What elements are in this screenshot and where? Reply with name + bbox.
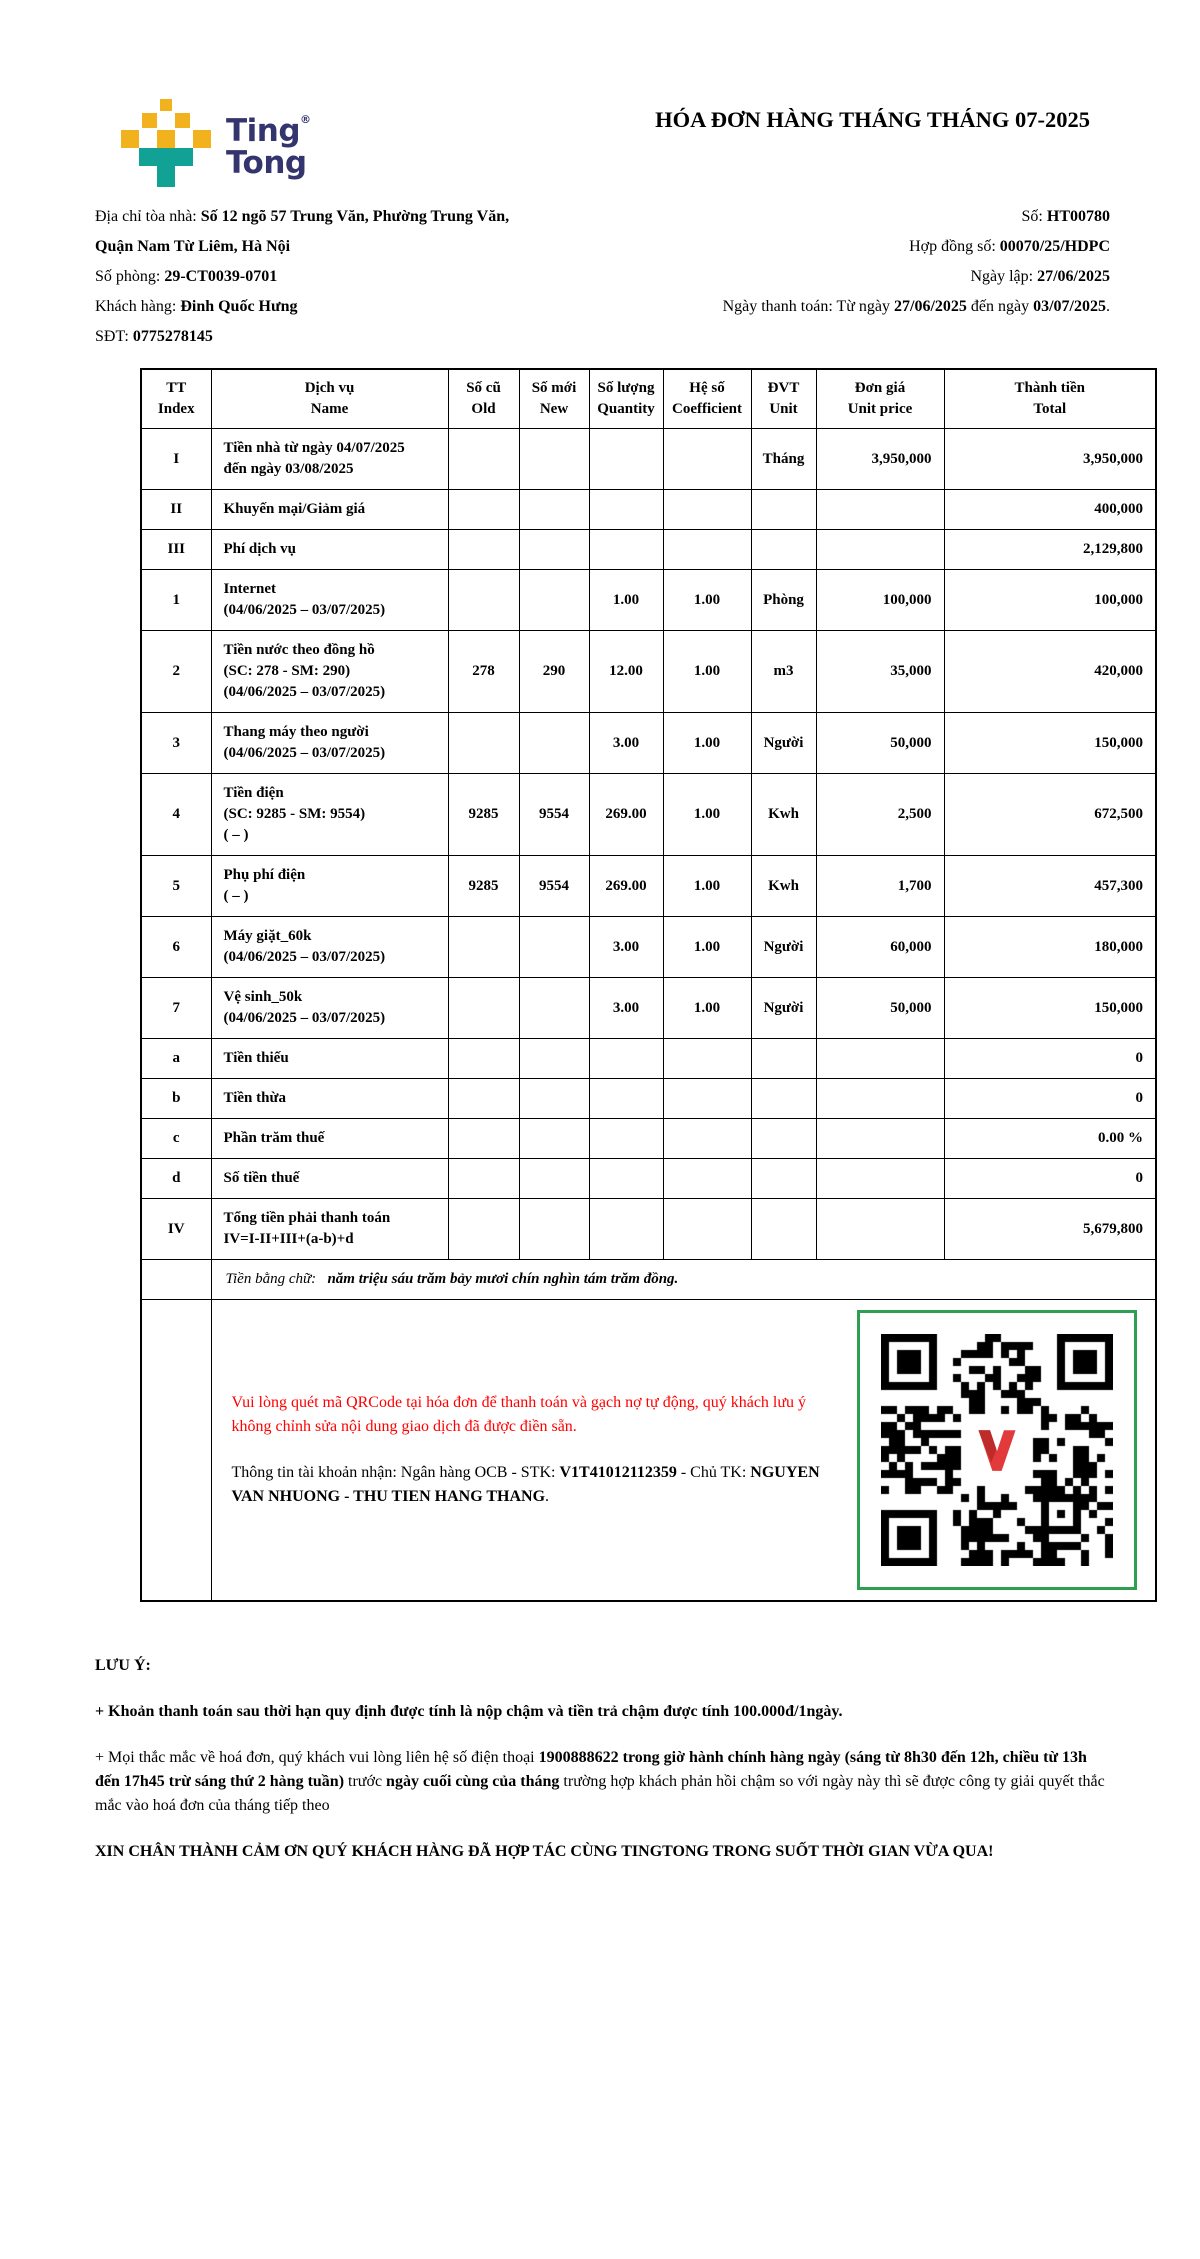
cell-quantity xyxy=(589,1119,663,1159)
cell-index: 1 xyxy=(141,570,211,631)
cell-coefficient: 1.00 xyxy=(663,631,751,713)
plain-text: . xyxy=(1106,298,1110,315)
note-contact xyxy=(95,1746,1110,1818)
column-header-7: Đơn giá Unit price xyxy=(816,369,944,429)
invoice-info-right xyxy=(623,202,1110,352)
cell-total: 0 xyxy=(944,1079,1156,1119)
plain-text: Số: xyxy=(1021,208,1047,225)
cell-quantity: 12.00 xyxy=(589,631,663,713)
cell-old xyxy=(448,713,519,774)
cell-old xyxy=(448,429,519,490)
cell-unit: Người xyxy=(751,978,816,1039)
cell-old xyxy=(448,1199,519,1260)
invoice-table-body xyxy=(141,429,1156,1260)
cell-old: 278 xyxy=(448,631,519,713)
cell-unit xyxy=(751,1159,816,1199)
cell-new xyxy=(519,490,589,530)
qr-code-frame xyxy=(857,1310,1137,1590)
cell-new: 9554 xyxy=(519,856,589,917)
cell-index: d xyxy=(141,1159,211,1199)
cell-service-name: Khuyến mại/Giảm giá xyxy=(211,490,448,530)
cell-index: IV xyxy=(141,1199,211,1260)
cell-unit: m3 xyxy=(751,631,816,713)
tingtong-logo xyxy=(120,98,311,188)
cell-quantity xyxy=(589,530,663,570)
qr-scan-note: Vui lòng quét mã QRCode tại hóa đơn để thanh toán và gạch nợ tự động, quý khách lưu ý không chỉnh sửa nội dung giao dịch đã được điền sẵn. xyxy=(231,1394,807,1435)
page-title: HÓA ĐƠN HÀNG THÁNG THÁNG 07-2025 xyxy=(655,107,1090,132)
cell-coefficient: 1.00 xyxy=(663,570,751,631)
cell-unit-price: 60,000 xyxy=(816,917,944,978)
cell-new xyxy=(519,429,589,490)
cell-new xyxy=(519,978,589,1039)
cell-old xyxy=(448,1159,519,1199)
bold-text: 03/07/2025 xyxy=(1033,298,1106,315)
cell-unit-price xyxy=(816,530,944,570)
column-header-8: Thành tiền Total xyxy=(944,369,1156,429)
cell-quantity xyxy=(589,1039,663,1079)
cell-new xyxy=(519,713,589,774)
cell-unit-price: 100,000 xyxy=(816,570,944,631)
plain-text: - Chủ TK: xyxy=(676,1464,751,1481)
bold-text: 27/06/2025 xyxy=(1037,268,1110,285)
cell-new xyxy=(519,917,589,978)
cell-new: 9554 xyxy=(519,774,589,856)
info-right-line-2 xyxy=(623,262,1110,292)
table-row-6 xyxy=(141,917,1156,978)
table-row-II xyxy=(141,490,1156,530)
header xyxy=(120,98,1090,188)
cell-quantity: 269.00 xyxy=(589,856,663,917)
table-row-5 xyxy=(141,856,1156,917)
plain-text: SĐT: xyxy=(95,328,133,345)
cell-service-name: Vệ sinh_50k (04/06/2025 – 03/07/2025) xyxy=(211,978,448,1039)
invoice-info xyxy=(95,202,1110,352)
table-row-4 xyxy=(141,774,1156,856)
notes-heading: LƯU Ý: xyxy=(95,1657,151,1674)
cell-unit: Người xyxy=(751,713,816,774)
plain-text: trước xyxy=(344,1773,387,1790)
tingtong-logo-text xyxy=(226,114,311,179)
cell-coefficient: 1.00 xyxy=(663,856,751,917)
cell-service-name: Tiền điện (SC: 9285 - SM: 9554) ( – ) xyxy=(211,774,448,856)
payment-instructions xyxy=(224,1391,824,1509)
cell-coefficient xyxy=(663,1079,751,1119)
cell-unit: Kwh xyxy=(751,774,816,856)
cell-service-name: Máy giặt_60k (04/06/2025 – 03/07/2025) xyxy=(211,917,448,978)
bold-text: Số 12 ngõ 57 Trung Văn, Phường Trung Văn, xyxy=(200,208,510,225)
cell-coefficient xyxy=(663,530,751,570)
amount-in-words-label: Tiền bằng chữ: xyxy=(225,1271,317,1287)
plain-text: Ngày lập: xyxy=(970,268,1038,285)
cell-quantity: 269.00 xyxy=(589,774,663,856)
cell-unit-price: 50,000 xyxy=(816,978,944,1039)
cell-service-name: Phụ phí điện ( – ) xyxy=(211,856,448,917)
cell-unit xyxy=(751,1199,816,1260)
plain-text: đến ngày xyxy=(966,298,1034,315)
plain-text: Địa chỉ tòa nhà: xyxy=(95,208,201,225)
logo-word-tong: Tong xyxy=(226,144,307,181)
bold-text: NGUYEN VAN NHUONG - THU TIEN HANG THANG xyxy=(231,1464,820,1505)
cell-index: III xyxy=(141,530,211,570)
cell-index: 3 xyxy=(141,713,211,774)
column-header-5: Hệ số Coefficient xyxy=(663,369,751,429)
cell-old: 9285 xyxy=(448,774,519,856)
table-row-2 xyxy=(141,631,1156,713)
cell-quantity xyxy=(589,429,663,490)
invoice-table xyxy=(140,368,1157,1602)
cell-new xyxy=(519,1079,589,1119)
cell-index: 2 xyxy=(141,631,211,713)
cell-service-name: Tổng tiền phải thanh toán IV=I-II+III+(a-b)+d xyxy=(211,1199,448,1260)
cell-index: b xyxy=(141,1079,211,1119)
table-row-III xyxy=(141,530,1156,570)
cell-new: 290 xyxy=(519,631,589,713)
cell-service-name: Thang máy theo người (04/06/2025 – 03/07/2025) xyxy=(211,713,448,774)
cell-service-name: Tiền nhà từ ngày 04/07/2025 đến ngày 03/08/2025 xyxy=(211,429,448,490)
cell-quantity: 1.00 xyxy=(589,570,663,631)
info-right-line-0 xyxy=(623,202,1110,232)
cell-unit-price: 35,000 xyxy=(816,631,944,713)
plain-text: Ngày thanh toán: Từ ngày xyxy=(722,298,895,315)
cell-quantity: 3.00 xyxy=(589,978,663,1039)
logo-word-ting: Ting xyxy=(226,113,301,149)
plain-text: Thông tin tài khoản nhận: Ngân hàng OCB - STK: xyxy=(231,1464,560,1481)
cell-coefficient xyxy=(663,490,751,530)
cell-total: 400,000 xyxy=(944,490,1156,530)
info-right-line-1 xyxy=(623,232,1110,262)
cell-old xyxy=(448,978,519,1039)
column-header-4: Số lượng Quantity xyxy=(589,369,663,429)
info-left-line-1 xyxy=(95,232,623,262)
cell-total: 2,129,800 xyxy=(944,530,1156,570)
cell-coefficient xyxy=(663,1039,751,1079)
table-row-1 xyxy=(141,570,1156,631)
cell-index: 6 xyxy=(141,917,211,978)
plain-text: Số phòng: xyxy=(95,268,165,285)
info-left-line-4 xyxy=(95,322,623,352)
cell-quantity xyxy=(589,1159,663,1199)
cell-coefficient xyxy=(663,1119,751,1159)
column-header-0: TT Index xyxy=(141,369,211,429)
cell-coefficient xyxy=(663,1199,751,1260)
cell-unit-price xyxy=(816,1079,944,1119)
cell-old: 9285 xyxy=(448,856,519,917)
cell-unit xyxy=(751,490,816,530)
note-late-fee: + Khoản thanh toán sau thời hạn quy định được tính là nộp chậm và tiền trả chậm được tính 100.000đ/1ngày. xyxy=(95,1703,843,1720)
cell-index: c xyxy=(141,1119,211,1159)
cell-total: 420,000 xyxy=(944,631,1156,713)
table-row-d xyxy=(141,1159,1156,1199)
cell-unit-price: 3,950,000 xyxy=(816,429,944,490)
cell-new xyxy=(519,1199,589,1260)
column-header-6: ĐVT Unit xyxy=(751,369,816,429)
cell-quantity xyxy=(589,1199,663,1260)
cell-unit-price: 1,700 xyxy=(816,856,944,917)
qr-row xyxy=(141,1300,1156,1602)
plain-text: Khách hàng: xyxy=(95,298,181,315)
cell-service-name: Tiền thiếu xyxy=(211,1039,448,1079)
cell-index: 5 xyxy=(141,856,211,917)
cell-unit: Phòng xyxy=(751,570,816,631)
cell-new xyxy=(519,1119,589,1159)
amount-in-words-value: năm triệu sáu trăm bảy mươi chín nghìn tám trăm đồng. xyxy=(327,1271,679,1287)
cell-total: 180,000 xyxy=(944,917,1156,978)
cell-unit xyxy=(751,1039,816,1079)
cell-coefficient: 1.00 xyxy=(663,978,751,1039)
cell-unit xyxy=(751,1079,816,1119)
cell-unit: Tháng xyxy=(751,429,816,490)
plain-text: + Mọi thắc mắc về hoá đơn, quý khách vui lòng liên hệ số điện thoại xyxy=(95,1749,539,1766)
cell-service-name: Tiền nước theo đồng hồ (SC: 278 - SM: 290) (04/06/2025 – 03/07/2025) xyxy=(211,631,448,713)
bold-text: 0775278145 xyxy=(132,328,213,345)
cell-unit xyxy=(751,1119,816,1159)
cell-old xyxy=(448,1119,519,1159)
cell-unit-price: 50,000 xyxy=(816,713,944,774)
info-right-line-3 xyxy=(623,292,1110,322)
cell-new xyxy=(519,1039,589,1079)
cell-index: 4 xyxy=(141,774,211,856)
cell-total: 457,300 xyxy=(944,856,1156,917)
cell-total: 150,000 xyxy=(944,713,1156,774)
cell-service-name: Internet (04/06/2025 – 03/07/2025) xyxy=(211,570,448,631)
cell-unit-price: 2,500 xyxy=(816,774,944,856)
bold-text: V1T41012112359 xyxy=(559,1464,677,1481)
cell-coefficient xyxy=(663,429,751,490)
invoice-info-left xyxy=(95,202,623,352)
cell-index: I xyxy=(141,429,211,490)
bold-text: ngày cuối cùng của tháng xyxy=(386,1773,560,1790)
table-row-7 xyxy=(141,978,1156,1039)
cell-service-name: Phí dịch vụ xyxy=(211,530,448,570)
cell-old xyxy=(448,1039,519,1079)
cell-coefficient: 1.00 xyxy=(663,713,751,774)
cell-quantity: 3.00 xyxy=(589,713,663,774)
cell-unit-price xyxy=(816,490,944,530)
table-header-row xyxy=(141,369,1156,429)
plain-text: trường hợp khách phản hồi chậm so với ngày này thì sẽ được công ty giải quyết thắc mắc vào hoá đơn của tháng tiếp theo xyxy=(95,1773,1105,1814)
cell-unit xyxy=(751,530,816,570)
plain-text: . xyxy=(545,1488,550,1505)
cell-quantity: 3.00 xyxy=(589,917,663,978)
cell-quantity xyxy=(589,490,663,530)
cell-unit: Kwh xyxy=(751,856,816,917)
table-row-3 xyxy=(141,713,1156,774)
footer-notes xyxy=(95,1654,1110,1864)
cell-total: 0 xyxy=(944,1039,1156,1079)
bold-text: HT00780 xyxy=(1046,208,1110,225)
account-info-line xyxy=(232,1461,824,1509)
cell-old xyxy=(448,490,519,530)
qr-center-v-icon xyxy=(968,1421,1026,1479)
table-row-I xyxy=(141,429,1156,490)
cell-old xyxy=(448,1079,519,1119)
table-row-b xyxy=(141,1079,1156,1119)
cell-unit: Người xyxy=(751,917,816,978)
plain-text: Hợp đồng số: xyxy=(909,238,1000,255)
cell-coefficient: 1.00 xyxy=(663,774,751,856)
cell-unit-price xyxy=(816,1119,944,1159)
cell-idx-empty xyxy=(141,1260,211,1300)
cell-old xyxy=(448,530,519,570)
amount-in-words-row xyxy=(141,1260,1156,1300)
bold-text: 29-CT0039-0701 xyxy=(164,268,278,285)
column-header-2: Số cũ Old xyxy=(448,369,519,429)
cell-index: II xyxy=(141,490,211,530)
table-row-c xyxy=(141,1119,1156,1159)
amount-in-words-cell xyxy=(211,1260,1156,1300)
cell-total: 100,000 xyxy=(944,570,1156,631)
cell-service-name: Phần trăm thuế xyxy=(211,1119,448,1159)
cell-coefficient xyxy=(663,1159,751,1199)
cell-total: 150,000 xyxy=(944,978,1156,1039)
bold-text: 27/06/2025 xyxy=(894,298,967,315)
table-row-IV xyxy=(141,1199,1156,1260)
cell-total: 3,950,000 xyxy=(944,429,1156,490)
cell-total: 5,679,800 xyxy=(944,1199,1156,1260)
cell-old xyxy=(448,570,519,631)
info-left-line-0 xyxy=(95,202,623,232)
bold-text: 1900888622 trong giờ hành chính hàng ngày (sáng từ 8h30 đến 12h, chiều từ 13h đến 17h45 trừ sáng thứ 2 hàng tuần) xyxy=(95,1749,1087,1790)
column-header-3: Số mới New xyxy=(519,369,589,429)
cell-new xyxy=(519,570,589,631)
cell-old xyxy=(448,917,519,978)
cell-idx-empty xyxy=(141,1300,211,1602)
cell-new xyxy=(519,1159,589,1199)
cell-coefficient: 1.00 xyxy=(663,917,751,978)
cell-total: 0.00 % xyxy=(944,1119,1156,1159)
cell-total: 0 xyxy=(944,1159,1156,1199)
info-left-line-3 xyxy=(95,292,623,322)
cell-total: 672,500 xyxy=(944,774,1156,856)
registered-mark: ® xyxy=(300,113,311,126)
bold-text: 00070/25/HDPC xyxy=(999,238,1110,255)
table-row-a xyxy=(141,1039,1156,1079)
cell-index: a xyxy=(141,1039,211,1079)
bold-text: Quận Nam Từ Liêm, Hà Nội xyxy=(95,238,291,255)
cell-new xyxy=(519,530,589,570)
cell-index: 7 xyxy=(141,978,211,1039)
thanks-note: XIN CHÂN THÀNH CẢM ƠN QUÝ KHÁCH HÀNG ĐÃ HỢP TÁC CÙNG TINGTONG TRONG SUỐT THỜI GIAN VỪA QUA! xyxy=(95,1843,994,1860)
cell-quantity xyxy=(589,1079,663,1119)
payment-cell xyxy=(211,1300,1156,1602)
cell-unit-price xyxy=(816,1039,944,1079)
cell-service-name: Số tiền thuế xyxy=(211,1159,448,1199)
cell-unit-price xyxy=(816,1199,944,1260)
tingtong-logo-icon xyxy=(120,98,212,188)
info-left-line-2 xyxy=(95,262,623,292)
column-header-1: Dịch vụ Name xyxy=(211,369,448,429)
cell-unit-price xyxy=(816,1159,944,1199)
bold-text: Đinh Quốc Hưng xyxy=(180,298,298,315)
cell-service-name: Tiền thừa xyxy=(211,1079,448,1119)
